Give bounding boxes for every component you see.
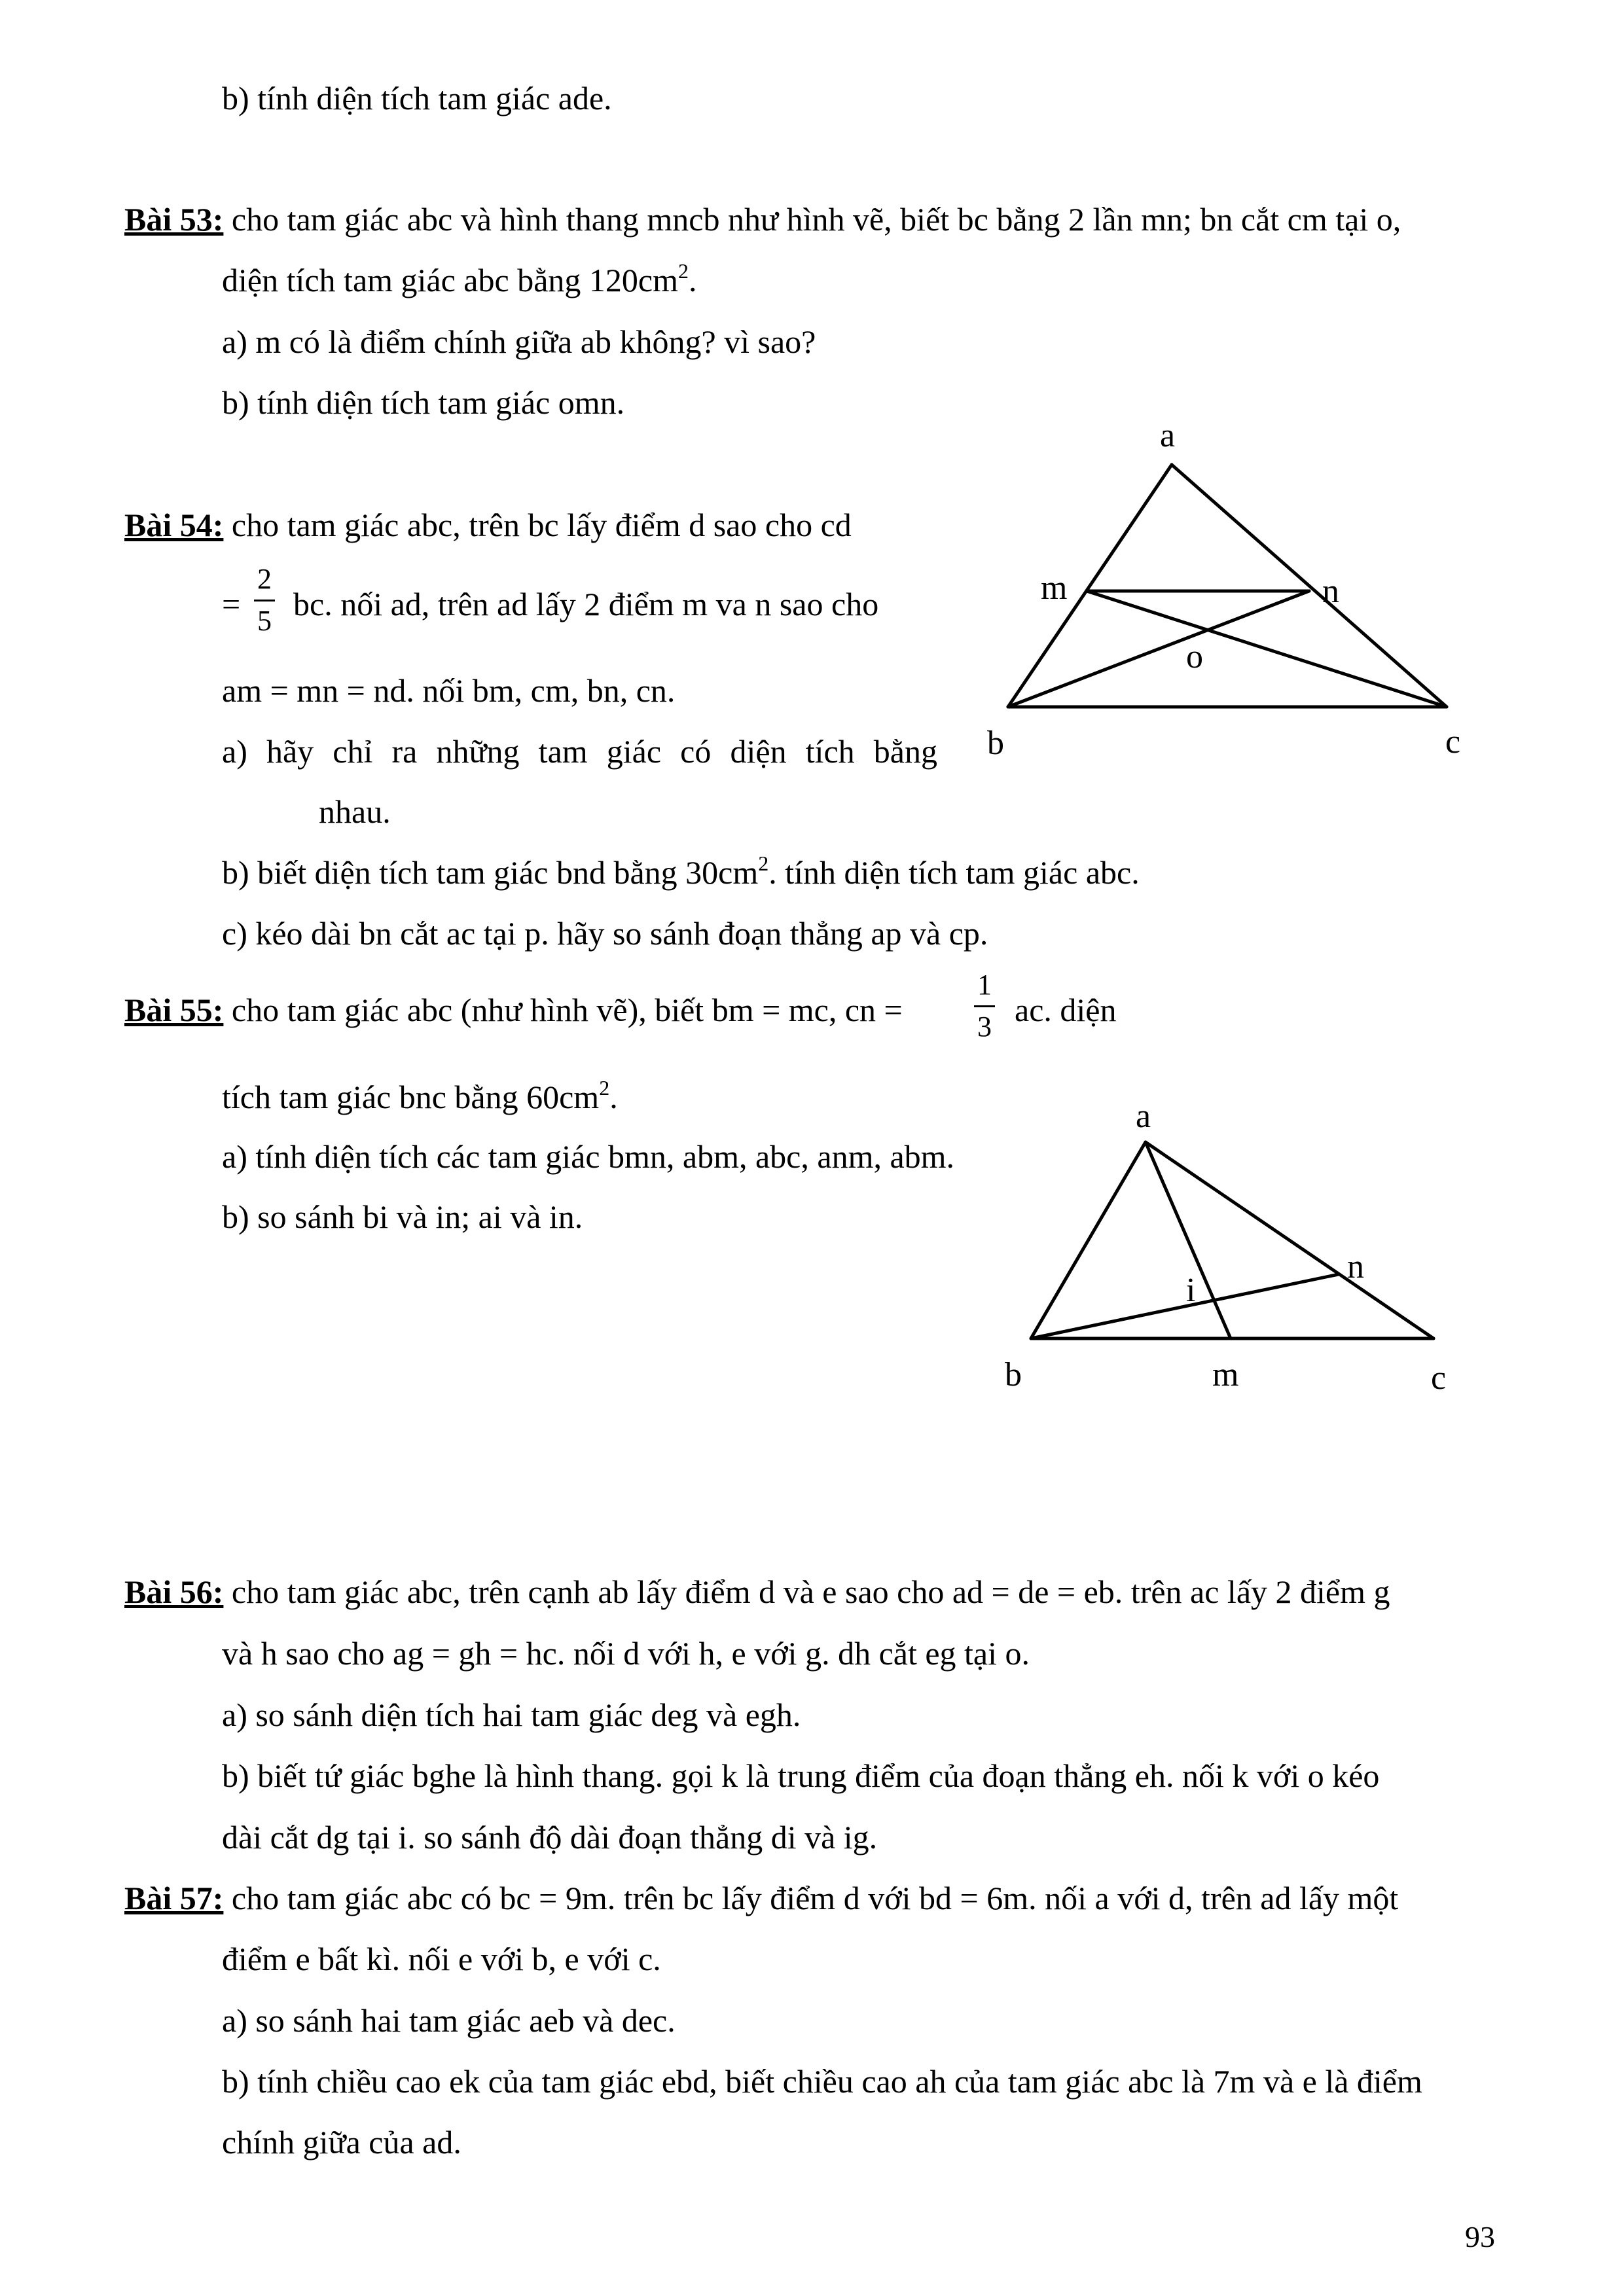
bai53-superscript: 2 [677,259,689,283]
bai55-fraction [971,969,998,1047]
bai55-fraction-bar [974,1005,995,1007]
edge-ab [1031,1142,1146,1338]
bai55-intro-line [124,990,903,1030]
bai56-part-b-line2: dài cắt dg tại i. so sánh độ dài đoạn thẳng di và ig. [222,1819,878,1856]
bai54-part-a-line2: nhau. [319,793,391,830]
bai56-text2: và h sao cho ag = gh = hc. nối d với h, e với g. dh cắt eg tại o. [222,1635,1030,1672]
bai55-area-line [222,1077,618,1117]
bai53-part-a: a) m có là điểm chính giữa ab không? vì sao? [222,323,816,360]
point-label-m: m [1212,1356,1239,1393]
bai54-part-b-superscript: 2 [758,852,769,876]
vertex-label-a: a [1136,1098,1151,1135]
point-label-o: o [1186,638,1203,675]
bai55-fraction-denominator: 3 [977,1011,992,1043]
bai55-part-b: b) so sánh bi và in; ai và in. [222,1198,583,1235]
bai55-text1b: ac. diện [1015,992,1117,1028]
vertex-label-b: b [1005,1356,1022,1393]
bai53-label: Bài 53: [124,201,224,238]
figure-triangle-abc-trapezoid-mncb [949,406,1486,772]
bai54-fraction-numerator: 2 [257,563,272,595]
bai55-fraction-numerator: 1 [977,969,992,1001]
bai57-text2: điểm e bất kì. nối e với b, e với c. [222,1941,661,1977]
bai57-text1: cho tam giác abc có bc = 9m. trên bc lấy điểm d với bd = 6m. nối a với d, trên ad lấy một [223,1880,1399,1916]
bai57-part-a: a) so sánh hai tam giác aeb và dec. [222,2002,676,2039]
bai53-intro-line [124,200,1401,239]
bai55-text2b: . [609,1079,618,1115]
vertex-label-c: c [1445,723,1461,761]
bai56-part-b-line1: b) biết tứ giác bghe là hình thang. gọi k là trung điểm của đoạn thẳng eh. nối k với o kéo [222,1757,1380,1794]
bai54-part-b-tail: . tính diện tích tam giác abc. [768,854,1140,891]
bai57-part-b-line2: chính giữa của ad. [222,2124,461,2161]
segment-bn [1031,1274,1339,1338]
bai54-part-b-text: b) biết diện tích tam giác bnd bằng 30cm [222,854,759,891]
point-label-i: i [1186,1272,1196,1309]
bai53-area-line [222,260,696,300]
bai54-intro-line [124,505,852,545]
bai54-equals: = [222,586,241,622]
vertex-label-b: b [987,725,1004,762]
bai57-part-b-line1: b) tính chiều cao ek của tam giác ebd, biết chiều cao ah của tam giác abc là 7m và e là điểm [222,2063,1422,2100]
bai54-part-a-line1: a) hãy chỉ ra những tam giác có diện tích bằng [222,733,937,770]
bai54-text3: am = mn = nd. nối bm, cm, bn, cn. [222,672,676,709]
bai55-superscript: 2 [599,1076,610,1100]
point-label-n: n [1322,573,1339,610]
bai55-text1: cho tam giác abc (như hình vẽ), biết bm = mc, cn = [223,992,903,1028]
bai56-part-a: a) so sánh diện tích hai tam giác deg và egh. [222,1696,801,1733]
page-number: 93 [1465,2220,1495,2253]
bai54-text2: bc. nối ad, trên ad lấy 2 điểm m va n sao cho [293,586,879,622]
bai53-part-b: b) tính diện tích tam giác omn. [222,384,625,421]
prev-exercise-part-b: b) tính diện tích tam giác ade. [222,80,612,117]
edge-ab [1008,465,1172,707]
bai55-text2a: tích tam giác bnc bằng 60cm [222,1079,600,1115]
bai54-fraction-denominator: 5 [257,605,272,637]
bai56-intro-line [124,1572,1390,1611]
bai54-fraction [251,563,278,641]
bai54-fraction-bar [254,600,275,601]
point-label-m: m [1041,569,1068,607]
bai54-text1: cho tam giác abc, trên bc lấy điểm d sao cho cd [223,507,852,543]
bai55-label: Bài 55: [124,992,224,1028]
bai54-part-b [222,853,1140,892]
vertex-label-c: c [1431,1359,1447,1397]
vertex-label-a: a [1160,417,1176,454]
bai53-text2a: diện tích tam giác abc bằng 120cm [222,262,678,298]
bai55-part-a: a) tính diện tích các tam giác bmn, abm, abc, anm, abm. [222,1138,955,1175]
bai53-text2b: . [688,262,697,298]
bai53-text1: cho tam giác abc và hình thang mncb như hình vẽ, biết bc bằng 2 lần mn; bn cắt cm tại o, [223,201,1401,238]
figure-triangle-abc-cevians [969,1086,1492,1401]
edge-ac [1172,465,1447,707]
point-label-n: n [1347,1248,1364,1285]
bai57-label: Bài 57: [124,1880,224,1916]
bai56-label: Bài 56: [124,1573,224,1610]
bai54-label: Bài 54: [124,507,224,543]
bai56-text1: cho tam giác abc, trên cạnh ab lấy điểm d và e sao cho ad = de = eb. trên ac lấy 2 điểm g [223,1573,1390,1610]
bai57-intro-line [124,1878,1398,1918]
bai54-part-c: c) kéo dài bn cắt ac tại p. hãy so sánh đoạn thẳng ap và cp. [222,915,988,952]
